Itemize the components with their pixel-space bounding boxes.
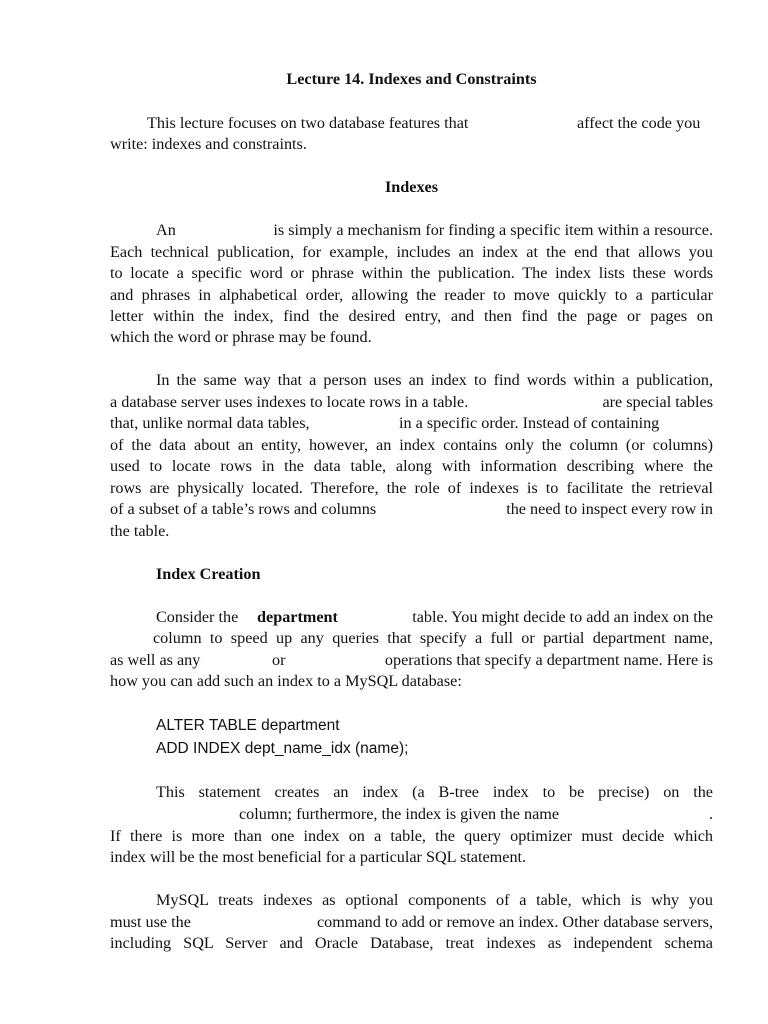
paragraph-line: In the same way that a person uses an index to find words within a publication,: [156, 371, 713, 389]
paragraph-line: column to speed up any queries that specify a full or partial department name,: [153, 629, 713, 647]
paragraph-text: An: [156, 221, 176, 239]
paragraph-text: as well as any: [110, 651, 201, 669]
paragraph-line: how you can add such an index to a MySQL database:: [110, 672, 462, 690]
paragraph-line: which the word or phrase may be found.: [110, 328, 372, 346]
paragraph-text: a database server uses indexes to locate rows in a table.: [110, 393, 469, 411]
paragraph-text: or: [272, 651, 286, 669]
intro-text: affect the code you: [577, 114, 701, 132]
paragraph-text: in a specific order. Instead of containing: [399, 414, 660, 432]
paragraph-text: must use the: [110, 913, 191, 931]
paragraph-text: operations that specify a department name. Here is: [384, 651, 713, 669]
paragraph-text: of a subset of a table’s rows and columns: [110, 500, 377, 518]
page-title: Lecture 14. Indexes and Constraints: [286, 70, 537, 88]
code-line: ADD INDEX dept_name_idx (name);: [156, 740, 409, 757]
paragraph-line: and phrases in alphabetical order, allowing the reader to move quickly to a particular: [110, 286, 713, 304]
paragraph-text: table. You might decide to add an index on the: [412, 608, 713, 626]
paragraph-text: that, unlike normal data tables,: [110, 414, 310, 432]
section-heading-index-creation: Index Creation: [156, 565, 261, 583]
paragraph-line: This statement creates an index (a B-tree index to be precise) on the: [156, 783, 713, 801]
table-name-department: department: [257, 608, 338, 626]
code-line: ALTER TABLE department: [156, 717, 340, 734]
paragraph-text: is simply a mechanism for finding a specific item within a resource.: [273, 221, 713, 239]
paragraph-line: letter within the index, find the desired entry, and then find the page or pages on: [110, 307, 713, 325]
paragraph-text: Consider the: [156, 608, 239, 626]
paragraph-text: .: [708, 805, 713, 823]
paragraph-text: the need to inspect every row in: [506, 500, 713, 518]
paragraph-text: command to add or remove an index. Other database servers,: [316, 913, 713, 931]
paragraph-line: Each technical publication, for example, includes an index at the end that allows you: [110, 243, 713, 261]
paragraph-line: the table.: [110, 522, 170, 540]
paragraph-line: MySQL treats indexes as optional components of a table, which is why you: [156, 891, 713, 909]
intro-text: This lecture focuses on two database features that: [147, 114, 469, 132]
paragraph-line: used to locate rows in the data table, along with information describing where the: [110, 457, 713, 475]
paragraph-text: are special tables: [602, 393, 713, 411]
paragraph-line: rows are physically located. Therefore, the role of indexes is to facilitate the retrieval: [110, 479, 713, 497]
paragraph-line: If there is more than one index on a table, the query optimizer must decide which: [110, 827, 713, 845]
paragraph-line: index will be the most beneficial for a particular SQL statement.: [110, 848, 527, 866]
paragraph-line: of the data about an entity, however, an index contains only the column (or columns): [110, 436, 713, 454]
paragraph-line: including SQL Server and Oracle Database, treat indexes as independent schema: [110, 934, 713, 952]
paragraph-text: column; furthermore, the index is given the name: [239, 805, 560, 823]
section-heading-indexes: Indexes: [384, 178, 439, 196]
paragraph-line: to locate a specific word or phrase within the publication. The index lists these words: [110, 264, 713, 282]
intro-line-2: write: indexes and constraints.: [110, 135, 307, 153]
